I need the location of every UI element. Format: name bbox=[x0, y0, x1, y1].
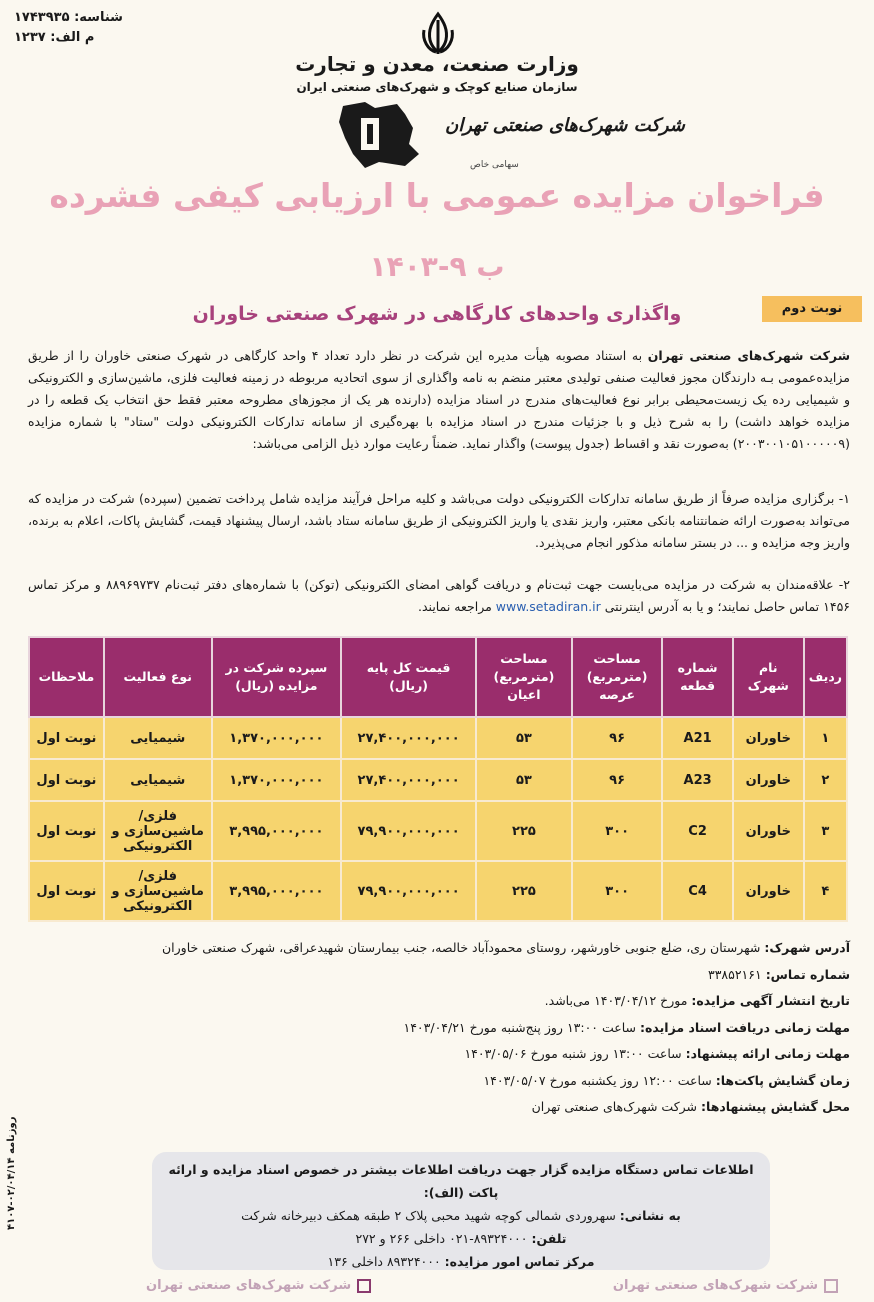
condition-2 bbox=[28, 574, 850, 618]
cell: نوبت اول bbox=[29, 801, 104, 861]
contact-box bbox=[152, 1152, 770, 1270]
cell: شیمیایی bbox=[104, 759, 212, 801]
tender-code: ب ۹-۱۴۰۳ bbox=[369, 250, 505, 283]
info-value: شهرستان ری، ضلع جنوبی خاورشهر، روستای محمودآباد خالصه، جنب بیمارستان شهیدعراقی، شهرک صنعتی خاوران bbox=[161, 940, 765, 955]
cell: ۳۰۰ bbox=[572, 801, 663, 861]
col-plot-number: شماره قطعه bbox=[662, 637, 732, 717]
table-row bbox=[29, 861, 847, 921]
col-base-price: قیمت کل پایه (ریال) bbox=[341, 637, 476, 717]
info-label: شماره تماس: bbox=[765, 966, 850, 982]
square-icon bbox=[824, 1279, 838, 1293]
cell: C4 bbox=[662, 861, 732, 921]
contact-label: تلفن: bbox=[531, 1231, 567, 1246]
contact-value: ۸۹۳۲۴۰۰۰ داخلی ۱۳۶ bbox=[327, 1254, 445, 1269]
info-value: ساعت ۱۳:۰۰ روز شنبه مورخ ۱۴۰۳/۰۵/۰۶ bbox=[464, 1046, 686, 1061]
info-publish-date bbox=[28, 988, 850, 1015]
main-title: فراخوان مزایده عمومی با ارزیابی کیفی فشرده bbox=[49, 176, 825, 215]
info-offer-deadline bbox=[28, 1041, 850, 1068]
table-row bbox=[29, 759, 847, 801]
col-land-area: مساحت (مترمربع) عرصه bbox=[572, 637, 663, 717]
id-label: شناسه: ۱۷۴۳۹۳۵ bbox=[14, 10, 123, 25]
cell: ۲۷,۴۰۰,۰۰۰,۰۰۰ bbox=[341, 759, 476, 801]
cell: ۳ bbox=[804, 801, 847, 861]
cell: فلزی/ماشین‌سازی و الکترونیکی bbox=[104, 801, 212, 861]
plots-table bbox=[28, 636, 848, 922]
col-activity-type: نوع فعالیت bbox=[104, 637, 212, 717]
intro-lead: شرکت شهرک‌های صنعتی تهران bbox=[647, 348, 850, 363]
contact-value: سهروردی شمالی کوچه شهید محبی پلاک ۲ طبقه همکف دبیرخانه شرکت bbox=[241, 1208, 620, 1223]
cell: ۱ bbox=[804, 717, 847, 759]
cell: C2 bbox=[662, 801, 732, 861]
cell: خاوران bbox=[733, 759, 804, 801]
info-phone bbox=[28, 962, 850, 989]
cell: خاوران bbox=[733, 861, 804, 921]
cell: ۱,۳۷۰,۰۰۰,۰۰۰ bbox=[212, 759, 342, 801]
cell: ۹۶ bbox=[572, 717, 663, 759]
cell: ۲۷,۴۰۰,۰۰۰,۰۰۰ bbox=[341, 717, 476, 759]
condition-2-end: مراجعه نمایند. bbox=[418, 599, 496, 614]
tender-info bbox=[28, 935, 850, 1121]
turn-badge: نوبت دوم bbox=[762, 296, 862, 322]
intro-text: به استناد مصوبه هیأت مدیره این شرکت در نظر دارد تعداد ۴ واحد کارگاهی در شهرک صنعتی خاوران را از طریق مزایده‌عمومی بـه دارندگان مجوز فعالیت صنفی تولیدی معتبر منضم به نامه واگذاری از سوی اتحادیه مربوطه در زمینه فعالیت فلزی، ماشین‌سازی و الکترونیکی و شیمیایی رده یک زیست‌محیطی برابر نوع فعالیت‌های مندرج در اسناد مزایده (دارنده هر یک از مجوزهای مطروحه معتبر فقط حق انتخاب یک قطعه را در مزایده خواهد داشت) را به شرح ذیل و با جزئیات مندرج در اسناد مزایده با بهره‌گیری از سامانه تدارکات الکترونیکی دولت "ستاد" با شماره مزایده (۲۰۰۳۰۰۱۰۵۱۰۰۰۰۰۹) به‌صورت نقد و اقساط (جدول پیوست) واگذار نماید. ضمناً رعایت موارد ذیل الزامی می‌باشد: bbox=[28, 348, 850, 451]
col-deposit: سپرده شرکت در مزایده (ریال) bbox=[212, 637, 342, 717]
info-label: تاریخ انتشار آگهی مزایده: bbox=[691, 993, 850, 1008]
cell: نوبت اول bbox=[29, 759, 104, 801]
ref-label: م الف: ۱۲۳۷ bbox=[14, 30, 95, 45]
cell: ۷۹,۹۰۰,۰۰۰,۰۰۰ bbox=[341, 801, 476, 861]
cell: ۳,۹۹۵,۰۰۰,۰۰۰ bbox=[212, 801, 342, 861]
footer-right: شرکت شهرک‌های صنعتی تهران bbox=[613, 1278, 838, 1293]
cell: ۵۳ bbox=[476, 759, 572, 801]
info-value: ساعت ۱۳:۰۰ روز پنج‌شنبه مورخ ۱۴۰۳/۰۴/۲۱ bbox=[403, 1019, 640, 1035]
cell: نوبت اول bbox=[29, 717, 104, 759]
contact-value: ۸۹۳۲۴۰۰۰-۰۲۱ داخلی ۲۶۶ و ۲۷۲ bbox=[355, 1231, 532, 1246]
info-label: محل گشایش پیشنهادها: bbox=[701, 1099, 850, 1114]
contact-label: مرکز تماس امور مزایده: bbox=[444, 1254, 595, 1269]
organization-name: سازمان صنایع کوچک و شهرک‌های صنعتی ایران bbox=[296, 80, 578, 94]
table-row bbox=[29, 717, 847, 759]
cell: A21 bbox=[662, 717, 732, 759]
col-building-area: مساحت (مترمربع) اعیان bbox=[476, 637, 572, 717]
company-logo-text: شرکت شهرک‌های صنعتی تهران bbox=[445, 115, 685, 136]
intro-paragraph bbox=[28, 345, 850, 455]
cell: A23 bbox=[662, 759, 732, 801]
cell: خاوران bbox=[733, 801, 804, 861]
subtitle: واگذاری واحدهای کارگاهی در شهرک صنعتی خاوران bbox=[192, 303, 682, 325]
contact-center bbox=[152, 1250, 770, 1273]
info-opening-place bbox=[28, 1094, 850, 1121]
company-logo-icon bbox=[335, 98, 450, 172]
col-remarks: ملاحظات bbox=[29, 637, 104, 717]
cell: ۲۲۵ bbox=[476, 801, 572, 861]
info-opening-time bbox=[28, 1068, 850, 1095]
cell: ۴ bbox=[804, 861, 847, 921]
side-newspaper-stamp: روزنامه ۰۲/۰۴/۱۴-۴۱۰۷ bbox=[6, 1116, 17, 1230]
iran-emblem-icon bbox=[418, 10, 458, 56]
info-value: شرکت شهرک‌های صنعتی تهران bbox=[531, 1099, 701, 1114]
square-icon bbox=[357, 1279, 371, 1293]
cell: ۳,۹۹۵,۰۰۰,۰۰۰ bbox=[212, 861, 342, 921]
cell: خاوران bbox=[733, 717, 804, 759]
table-row bbox=[29, 801, 847, 861]
cell: ۷۹,۹۰۰,۰۰۰,۰۰۰ bbox=[341, 861, 476, 921]
setad-link[interactable]: www.setadiran.ir bbox=[495, 599, 601, 614]
cell: ۲ bbox=[804, 759, 847, 801]
cell: فلزی/ماشین‌سازی و الکترونیکی bbox=[104, 861, 212, 921]
ministry-name: وزارت صنعت، معدن و تجارت bbox=[295, 52, 579, 76]
col-row-number: ردیف bbox=[804, 637, 847, 717]
cell: ۹۶ bbox=[572, 759, 663, 801]
contact-title: اطلاعات تماس دستگاه مزایده گزار جهت دریافت اطلاعات بیشتر در خصوص اسناد مزایده و ارائه پاکت (الف): bbox=[168, 1162, 754, 1200]
cell: ۲۲۵ bbox=[476, 861, 572, 921]
cell: ۳۰۰ bbox=[572, 861, 663, 921]
contact-address bbox=[152, 1204, 770, 1227]
footer bbox=[146, 1278, 858, 1298]
condition-1: ۱- برگزاری مزایده صرفاً از طریق سامانه تدارکات الکترونیکی دولت می‌باشد و کلیه مراحل فرآیند مزایده شامل پرداخت تضمین (سپرده) شرکت در مزایده که می‌تواند به‌صورت ارائه ضمانتنامه بانکی معتبر، واریز نقدی یا واریز الکترونیکی از طریق سامانه ستاد باشد، ارسال پیشنهاد قیمت، گشایش پاکات، اعلام به برنده، واریز وجه مزایده و ... در بستر سامانه مذکور انجام می‌پذیرد. bbox=[28, 491, 850, 550]
col-town-name: نام شهرک bbox=[733, 637, 804, 717]
contact-label: به نشانی: bbox=[619, 1208, 681, 1223]
contact-phone bbox=[152, 1227, 770, 1250]
info-value: مورخ ۱۴۰۳/۰۴/۱۲ می‌باشد. bbox=[544, 993, 692, 1008]
footer-left: شرکت شهرک‌های صنعتی تهران bbox=[146, 1278, 371, 1293]
table-header-row bbox=[29, 637, 847, 717]
condition-2-text: ۲- علاقه‌مندان به شرکت در مزایده می‌بایست جهت ثبت‌نام و دریافت گواهی امضای الکترونیکی (توکن) با شماره‌های دفتر ثبت‌نام ۸۸۹۶۹۷۳۷ و مرکز تماس ۱۴۵۶ تماس حاصل نمایند؛ و یا به آدرس اینترنتی bbox=[28, 577, 850, 614]
info-value: ساعت ۱۲:۰۰ روز یکشنبه مورخ ۱۴۰۳/۰۵/۰۷ bbox=[483, 1072, 716, 1088]
company-logo-subtext: سهامی خاص bbox=[470, 160, 519, 170]
document-ids bbox=[14, 8, 123, 48]
info-address bbox=[28, 935, 850, 962]
cell: نوبت اول bbox=[29, 861, 104, 921]
info-value: ۳۳۸۵۲۱۶۱ bbox=[707, 966, 766, 982]
info-label: آدرس شهرک: bbox=[764, 940, 850, 955]
cell: ۱,۳۷۰,۰۰۰,۰۰۰ bbox=[212, 717, 342, 759]
info-label: مهلت زمانی ارائه پیشنهاد: bbox=[685, 1046, 850, 1061]
info-label: زمان گشایش پاکت‌ها: bbox=[715, 1072, 850, 1088]
info-docs-deadline bbox=[28, 1015, 850, 1042]
cell: ۵۳ bbox=[476, 717, 572, 759]
cell: شیمیایی bbox=[104, 717, 212, 759]
info-label: مهلت زمانی دریافت اسناد مزایده: bbox=[640, 1019, 850, 1035]
